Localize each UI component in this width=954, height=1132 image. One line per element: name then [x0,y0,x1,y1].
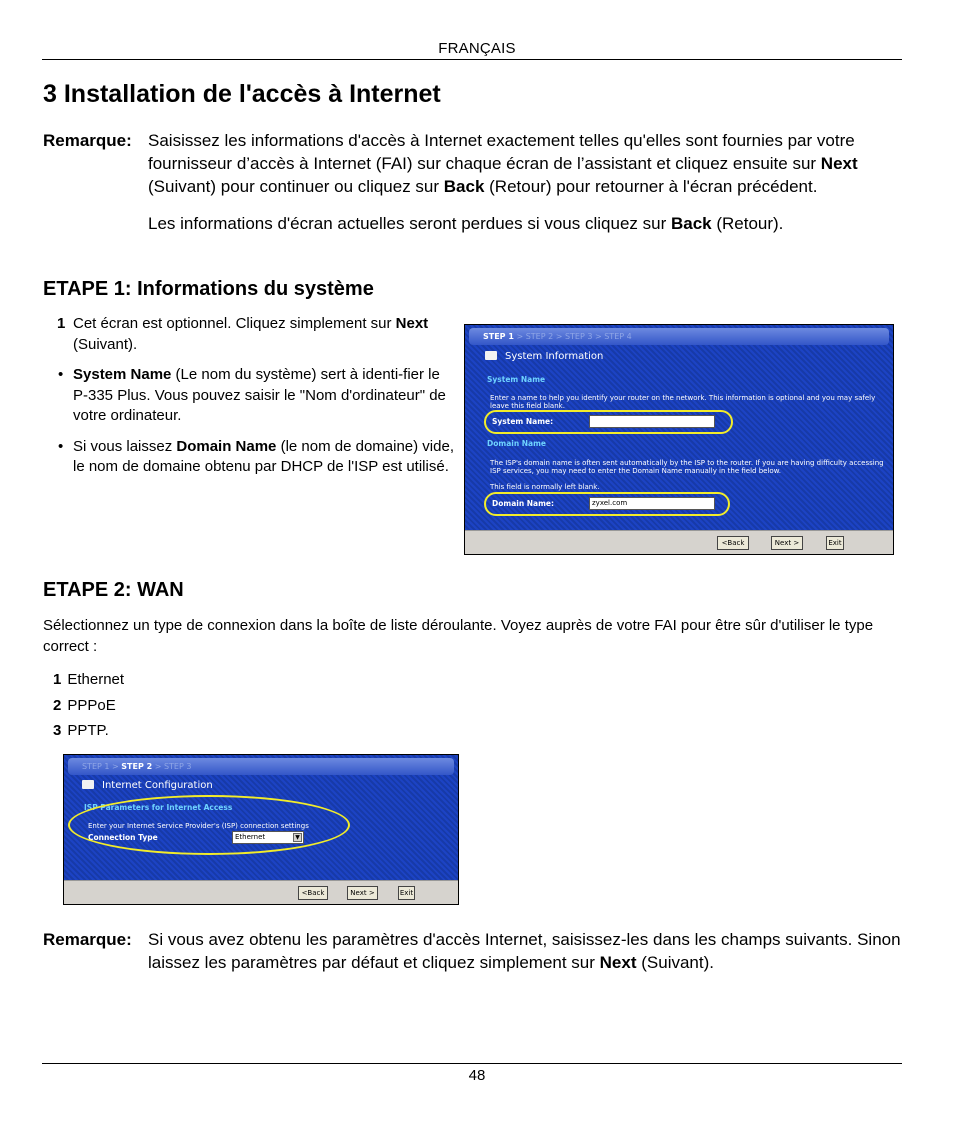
exit-button[interactable]: Exit [398,886,415,900]
step2-intro: Sélectionnez un type de connexion dans la boîte de liste déroulante. Voyez auprès de votre FAI pour être sûr d'utiliser le type correct : [43,617,874,655]
page-number: 48 [468,1067,486,1084]
step1-bullet-domain-name: • Si vous laissez Domain Name (le nom de domaine) vide, le nom de domaine obtenu par DHCP de l'ISP est utilisé. [58,437,454,475]
next-button[interactable]: Next > [771,536,803,550]
list-item: 2 PPPoE [53,696,116,714]
connection-type-label: Connection Type [88,833,158,842]
back-button[interactable]: <Back [717,536,749,550]
highlight-ring [68,795,350,855]
highlight-ring [484,492,730,516]
internet-config-screenshot [63,754,459,905]
chevron-down-icon[interactable]: ▼ [293,833,302,842]
list-item: 3 PPTP. [53,722,109,739]
note-box [43,129,903,235]
page-title: 3 Installation de l'accès à Internet [43,80,441,108]
highlight-ring [484,410,733,434]
step1-heading: ETAPE 1: Informations du système [43,278,374,300]
domain-name-hint: This field is normally left blank. [490,483,600,491]
isp-parameters-subheading: ISP Parameters for Internet Access [84,803,233,812]
footer-rule [42,1063,902,1064]
system-info-screenshot [464,324,894,555]
domain-name-input[interactable]: zyxel.com [589,497,715,510]
system-name-subheading: System Name [487,375,546,384]
list-item: 1 Ethernet [53,671,125,688]
section-title: System Information [485,351,603,362]
domain-name-label: Domain Name: [492,499,555,508]
header-language: FRANÇAIS [438,40,516,57]
isp-parameters-description: Enter your Internet Service Provider's (ISP) connection settings [88,822,309,830]
note-label: Remarque: [43,131,132,150]
connection-type-list [53,670,353,747]
note-label: Remarque: [43,930,132,949]
note-paragraph: Saisissez les informations d'accès à Internet exactement telles qu'elles sont fournies par votre fournisseur d’accès à Internet (FAI) sur chaque écran de l’assistant et cliquez ensuite sur Next (Suivant) pour continuer ou cliquez sur Back (Retour) pour retourner à l'écran précédent. [148,131,858,196]
header-rule [42,59,902,60]
folder-icon [82,780,94,789]
wizard-step-bar: STEP 1 > STEP 2 > STEP 3 > STEP 4 [469,328,889,345]
domain-name-description: The ISP's domain name is often sent automatically by the ISP to the router. If you are having difficulty accessing ISP services, you may need to enter the Domain Name manually in the field below. [490,459,884,475]
exit-button[interactable]: Exit [826,536,844,550]
connection-type-select[interactable]: Ethernet ▼ [232,831,304,844]
step1-item: 1 Cet écran est optionnel. Cliquez simplement sur Next (Suivant). [57,315,429,353]
system-name-label: System Name: [492,417,554,426]
step2-heading: ETAPE 2: WAN [43,579,184,601]
note-box-2 [43,928,903,974]
folder-icon [485,351,497,360]
button-bar [64,880,458,904]
wizard-step-bar: STEP 1 > STEP 2 > STEP 3 [68,758,454,775]
note-paragraph: Si vous avez obtenu les paramètres d'accès Internet, saisissez-les dans les champs suivants. Sinon laissez les paramètres par défaut et cliquez simplement sur Next (Suivant). [148,930,901,972]
back-button[interactable]: <Back [298,886,328,900]
button-bar [465,530,893,554]
system-name-description: Enter a name to help you identify your router on the network. This information is optional and you may safely leave this field blank. [490,394,876,410]
section-title: Internet Configuration [82,780,213,791]
next-button[interactable]: Next > [347,886,378,900]
step1-bullet-system-name: • System Name (Le nom du système) sert à identi-fier le P-335 Plus. Vous pouvez saisir le "Nom d'ordinateur" de votre ordinateur. [58,366,446,424]
note-paragraph-2: Les informations d'écran actuelles seront perdues si vous cliquez sur Back (Retour). [148,214,784,233]
step1-instructions [55,314,455,488]
domain-name-subheading: Domain Name [487,439,547,448]
